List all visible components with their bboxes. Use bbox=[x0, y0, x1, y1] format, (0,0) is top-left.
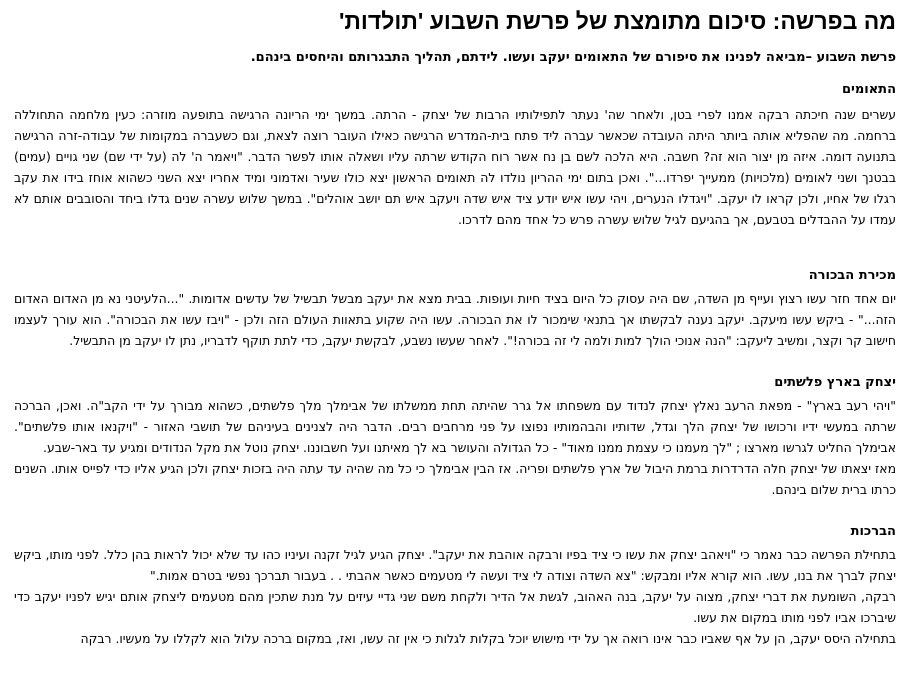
section-blessings bbox=[14, 524, 896, 649]
section-heading-birthright: מכירת הבכורה bbox=[808, 268, 896, 283]
article-intro: פרשת השבוע –מביאה לפנינו את סיפורם של התאומים יעקב ועשו. לידתם, תהליך התבגרותם והיחסים בינהם. bbox=[250, 50, 896, 65]
section-birthright bbox=[14, 268, 896, 351]
section-paragraph: עשרים שנה חיכתה רבקה אמנו לפרי בטן, ולאחר שה' נעתר לתפילותיו הרבות של יצחק - הרתה. במשך ימי הריונה הרגישה בתופעה מוזרה: כעין מלחמה התחוללה ברחמה. מה שהפליא אותה ביותר היתה העובדה שכאשר עברה ליד פתח בית-המדרש הרגישה כאילו העובר רוצה לצאת, וגם כשעברה במקומות של עבודה-זרה הרגישה בתנועה דומה. איזה מן יצור הוא זה? חשבה. היא הלכה לשם בן נח אשר רוח הקודש שרתה עליו ושאלה אותו לפשר הדבר. "ויאמר ה' לה (על ידי שם) שני גויים (עמים) בבטנך ושני לאומים (מלכויות) ממעייך יפרדו...". ואכן בתום ימי ההריון נולדו לה תאומים הראשון יצא כולו שעיר ואדמוני ומיד אחריו יצא השני כשהוא אוחז בידו את עקב רגלו של אחיו, ולכן קראו לו יעקב. "ויגדלו הנערים, ויהי עשו איש יודע ציד איש שדה ויעקב איש תם יושב אוהלים". במשך שלוש עשרה שנים גדלו ביחד והסובבים אותם לא עמדו על ההבדלים בטבעם, אך בהגיעם לגיל שלוש עשרה פרש כל אחד מהם לדרכו. bbox=[14, 107, 896, 227]
section-paragraph: "ויהי רעב בארץ" - מפאת הרעב נאלץ יצחק לנדוד עם משפחתו אל גרר שהיתה תחת ממשלתו של אבימלך מלך פלשתים, כשהוא מבורך על ידי הקב"ה. ואכן, הברכה שרתה במעשי ידיו ורכושו של יצחק הלך וגדל, שדותיו והבהמותיו נפוצו על פני מרחבים רבים. הדבר היה לצנינים בעיניהם של תושבי האזור - "ויקנאו אותו פלשתים". אבימלך החליט לגרשו מארצו ; "לך מעמנו כי עצמת ממנו מאוד" - כל הגדולה והעושר בא לך מאיתנו ועל חשבוננו. יצחק נוטל את מקל הנדודים ומגיע עד באר-שבע. bbox=[14, 398, 896, 455]
section-heading-isaac-philistines: יצחק בארץ פלשתים bbox=[774, 375, 896, 390]
section-paragraph: בתחילה היסס יעקב, הן על אף שאביו כבר אינו רואה אך על ידי מישוש יוכל בקלות לגלות כי אין זה עשו, ואז, במקום ברכה עלול הוא לקללו על מעשיו. רבקה bbox=[80, 631, 896, 646]
section-paragraph: רבקה, השומעת את דברי יצחק, מצוה על יעקב, בנה האהוב, לגשת אל הדיר ולקחת משם שני גדיי עיזים על מנת שתכין מהם מטעמים ליצחק אותם יגיש לפניו יעקב כדי שיברכו אביו לפני מותו במקום את עשו. bbox=[14, 589, 896, 625]
section-paragraph: מאז יצאתו של יצחק חלה הדרדרות ברמת היבול של ארץ פלשתים ופריה. אז הבין אבימלך כי כל מה שהיה עד עתה היה בזכות יצחק ולכן הגיע אליו כדי לפייס אותו. השנים כרתו ברית שלום בינהם. bbox=[14, 461, 896, 497]
section-isaac-philistines bbox=[14, 375, 896, 500]
section-twins bbox=[14, 82, 896, 230]
section-paragraph: יום אחד חזר עשו רצוץ ועייף מן השדה, שם היה עסוק כל היום בציד חיות ועופות. בבית מצא את יעקב מבשל תבשיל של עדשים אדומות. "...הלעיטני נא מן האדום האדום הזה..." - ביקש עשו מיעקב. יעקב נענה לבקשתו אך בתנאי שימכור לו את הבכורה. עשו היה שקוע בתאוות העולם הזה ולכן - "ויבז עשו את הבכורה". הוא עורך לעצמו חישוב קר וקצר, ומשיב ליעקב: "הנה אנוכי הולך למות ולמה לי זה בכורה!". לאחר שעשו נשבע, לבקשת יעקב, כדי לתת תוקף לדבריו, נתן לו יעקב מן התבשיל. bbox=[14, 291, 896, 348]
section-paragraph: בתחילת הפרשה כבר נאמר כי "ויאהב יצחק את עשו כי ציד בפיו ורבקה אוהבת את יעקב". יצחק הגיע לגיל זקנה ועיניו כהו עד שלא יכול לראות בהן כלל. לפני מותו, ביקש יצחק לברך את בנו, עשו. הוא קורא אליו ומבקש: "צא השדה וצודה לי ציד ועשה לי מטעמים כאשר אהבתי . . בעבור תברכך נפשי בטרם אמות." bbox=[14, 547, 896, 583]
page-title: מה בפרשה: סיכום מתומצת של פרשת השבוע 'תולדות' bbox=[338, 8, 896, 34]
section-heading-twins: התאומים bbox=[841, 82, 896, 97]
section-heading-blessings: הברכות bbox=[850, 524, 896, 539]
